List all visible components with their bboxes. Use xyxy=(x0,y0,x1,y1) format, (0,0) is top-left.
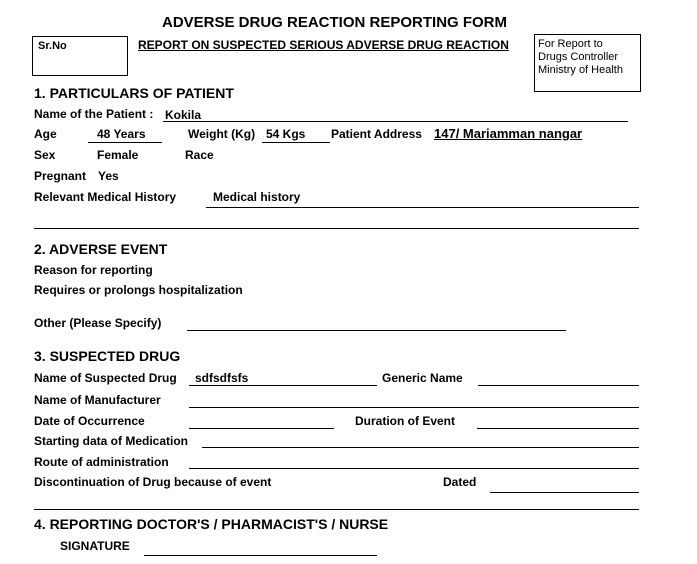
hospitalization-label[interactable]: Requires or prolongs hospitalization xyxy=(34,283,243,297)
section-3-heading: 3. SUSPECTED DRUG xyxy=(34,348,181,364)
age-line xyxy=(88,142,162,143)
weight-line xyxy=(262,142,330,143)
occurrence-line[interactable] xyxy=(189,428,334,429)
drug-value[interactable]: sdfsdfsfs xyxy=(195,371,249,385)
weight-value[interactable]: 54 Kgs xyxy=(266,127,306,141)
age-label: Age xyxy=(34,127,57,141)
other-label: Other (Please Specify) xyxy=(34,316,162,330)
history-line xyxy=(206,207,639,208)
reason-label: Reason for reporting xyxy=(34,263,153,277)
starting-label: Starting data of Medication xyxy=(34,434,189,448)
pregnant-label: Pregnant xyxy=(34,169,87,183)
duration-label: Duration of Event xyxy=(355,414,456,428)
pregnant-value[interactable]: Yes xyxy=(98,169,119,183)
report-to-line-1: For Report to xyxy=(538,38,603,50)
manufacturer-label: Name of Manufacturer xyxy=(34,393,161,407)
patient-name-value[interactable]: Kokila xyxy=(165,108,202,122)
signature-label: SIGNATURE xyxy=(60,539,130,553)
history-label: Relevant Medical History xyxy=(34,190,177,204)
occurrence-label: Date of Occurrence xyxy=(34,414,145,428)
section-2-heading: 2. ADVERSE EVENT xyxy=(34,241,168,257)
route-line[interactable] xyxy=(189,468,639,469)
other-line[interactable] xyxy=(187,330,566,331)
discontinuation-label: Discontinuation of Drug because of event xyxy=(34,475,272,489)
report-to-line-2: Drugs Controller xyxy=(538,51,619,63)
drug-label: Name of Suspected Drug xyxy=(34,371,177,385)
duration-line[interactable] xyxy=(477,428,639,429)
signature-line[interactable] xyxy=(144,555,377,556)
history-value[interactable]: Medical history xyxy=(213,190,301,204)
patient-name-label: Name of the Patient : xyxy=(34,107,154,121)
report-to-box xyxy=(534,34,641,92)
sex-value[interactable]: Female xyxy=(97,148,139,162)
patient-name-line xyxy=(163,121,628,122)
section-4-heading: 4. REPORTING DOCTOR'S / PHARMACIST'S / NURSE xyxy=(34,516,389,532)
address-value[interactable]: 147/ Mariamman nangar xyxy=(434,126,583,141)
section-1-heading: 1. PARTICULARS OF PATIENT xyxy=(34,85,234,101)
generic-label: Generic Name xyxy=(382,371,463,385)
address-label: Patient Address xyxy=(331,127,422,141)
srno-box xyxy=(32,36,128,76)
srno-label: Sr.No xyxy=(38,40,67,52)
generic-line[interactable] xyxy=(478,385,639,386)
weight-label: Weight (Kg) xyxy=(188,127,256,141)
report-to-line-3: Ministry of Health xyxy=(538,64,623,76)
history-line-2 xyxy=(34,228,639,229)
sex-label: Sex xyxy=(34,148,56,162)
age-value[interactable]: 48 Years xyxy=(97,127,146,141)
manufacturer-line[interactable] xyxy=(189,407,639,408)
starting-line[interactable] xyxy=(202,447,639,448)
form-subtitle: REPORT ON SUSPECTED SERIOUS ADVERSE DRUG REACTION xyxy=(138,38,509,52)
race-label: Race xyxy=(185,148,214,162)
form-title: ADVERSE DRUG REACTION REPORTING FORM xyxy=(162,14,508,31)
dated-label: Dated xyxy=(443,475,477,489)
section-3-end-line xyxy=(34,509,639,510)
drug-line xyxy=(189,385,377,386)
route-label: Route of administration xyxy=(34,455,169,469)
dated-line[interactable] xyxy=(490,492,639,493)
